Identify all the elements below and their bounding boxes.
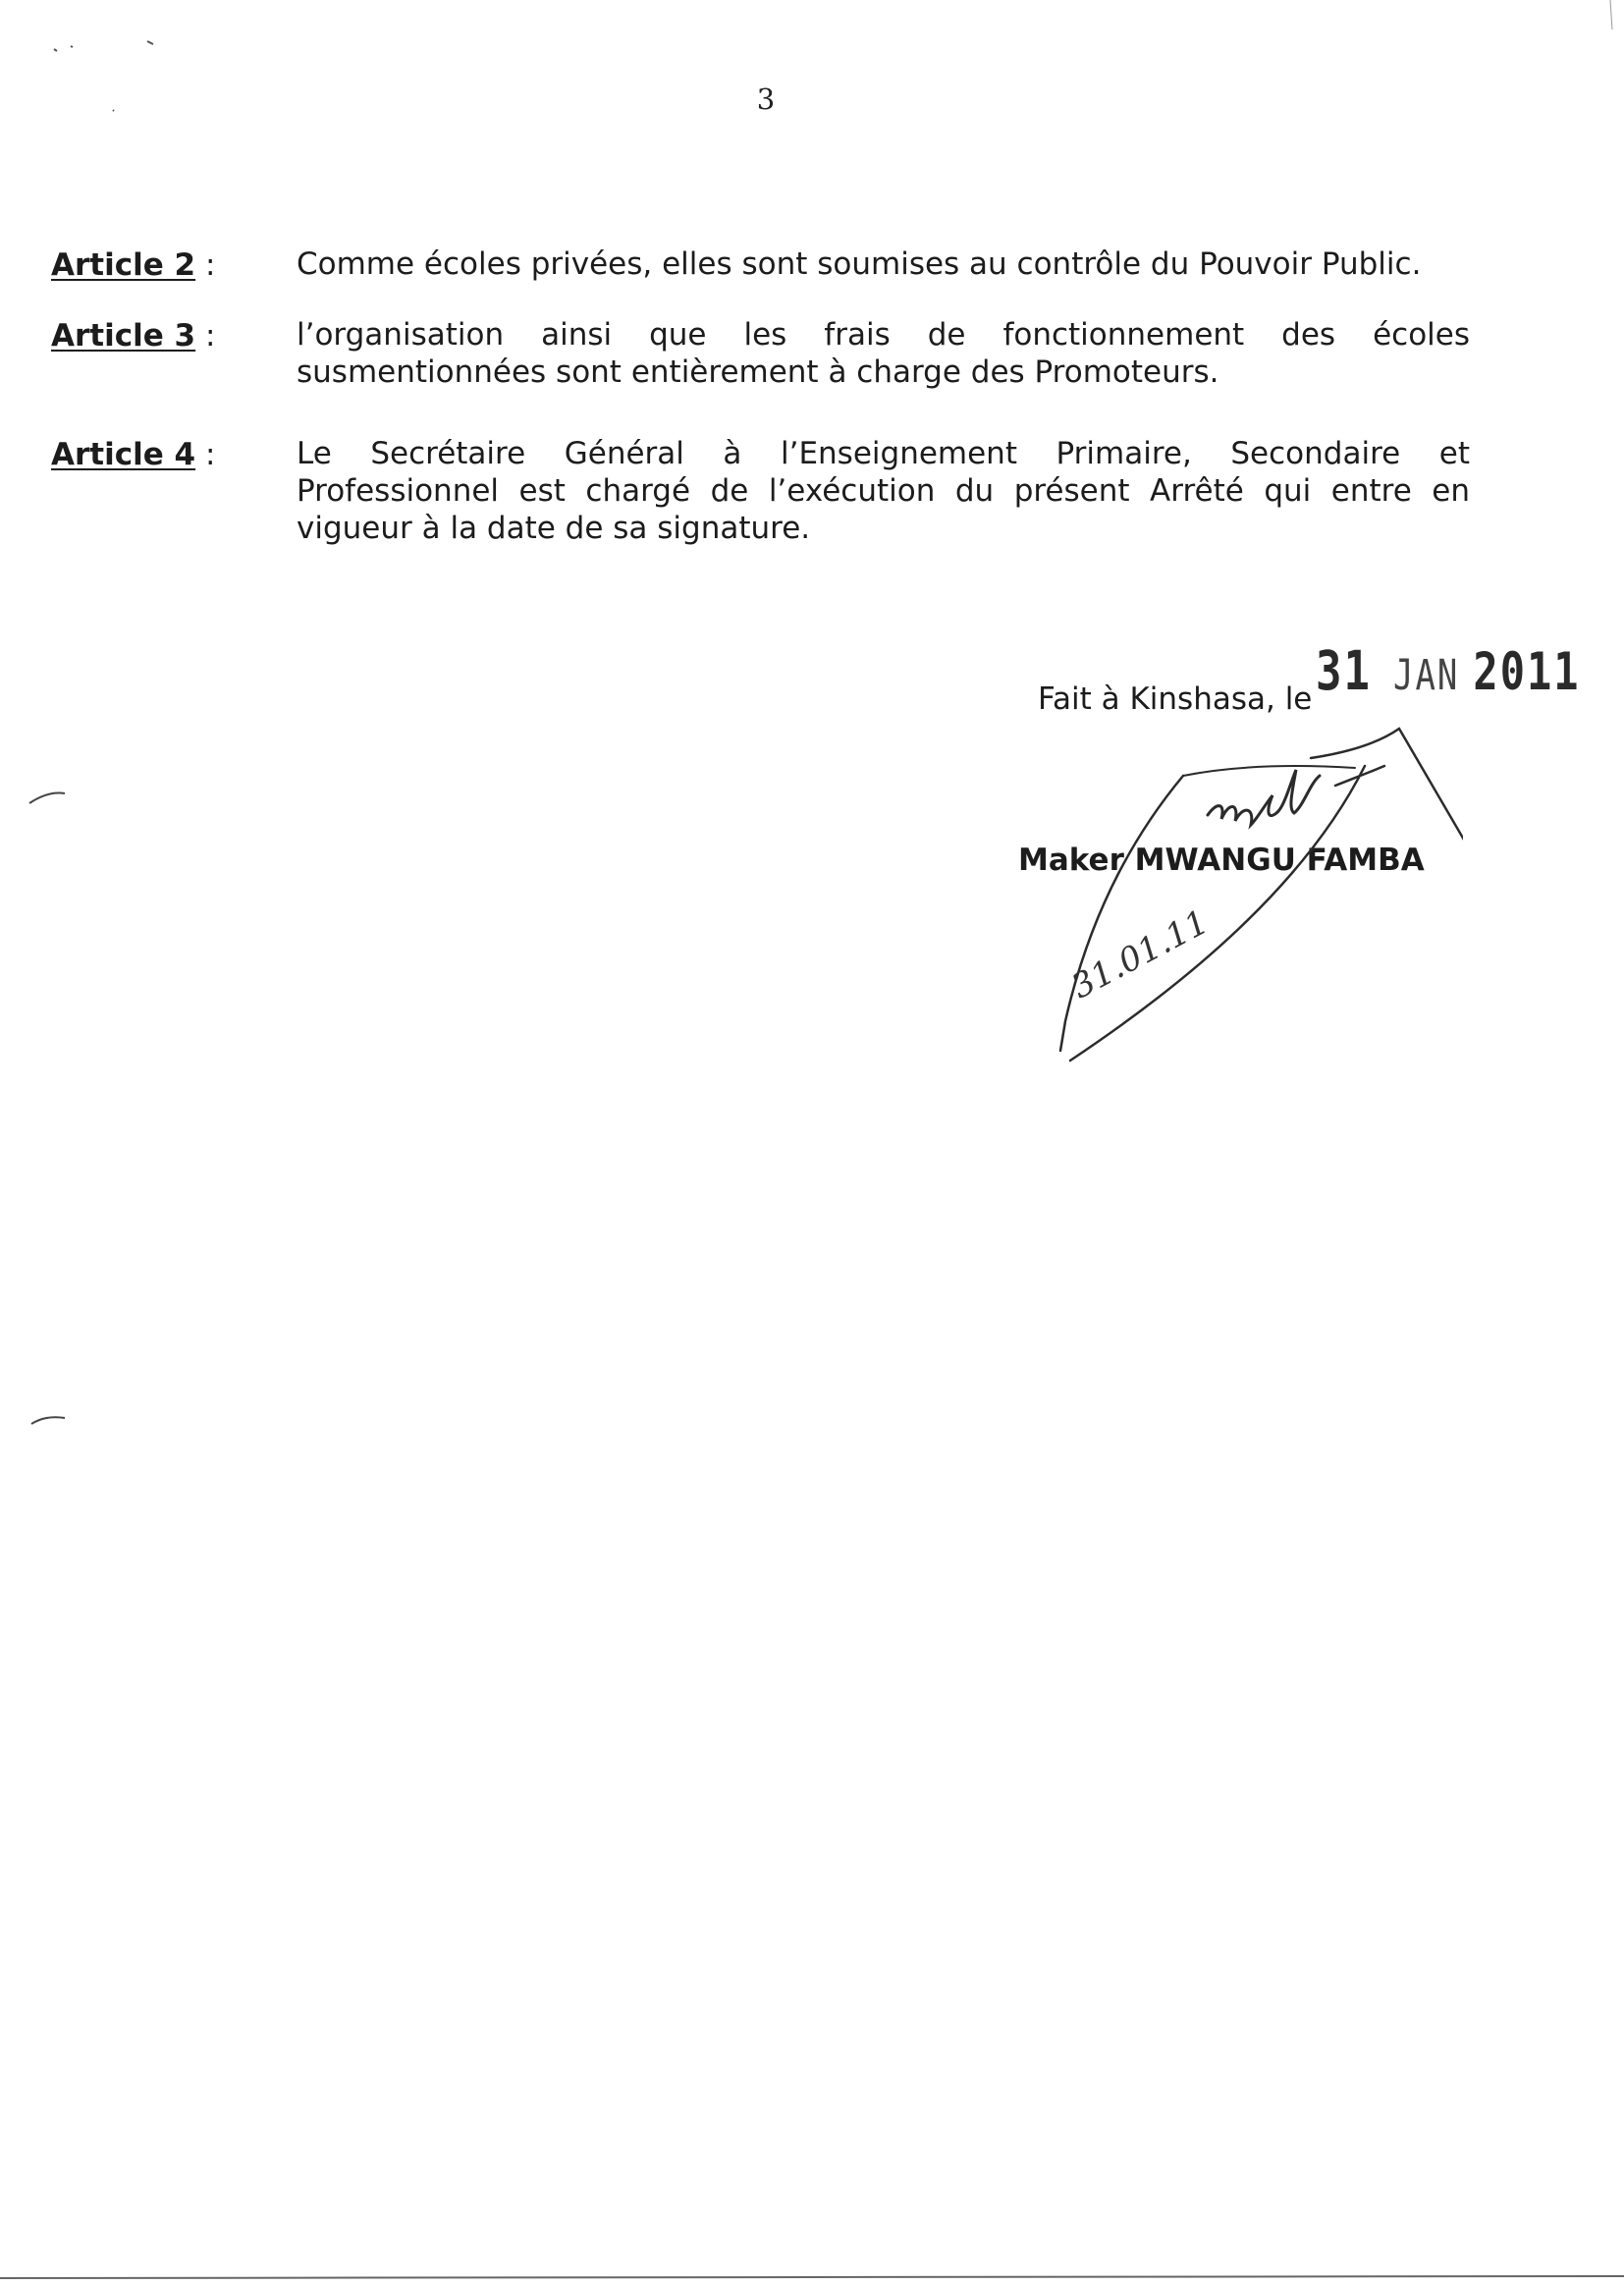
article-4-text: Le Secrétaire Général à l’Enseignement Primaire, Secondaire et Professionnel est chargé de l’exécution du présent Arrêté qui entre en vigueur à la date de sa signature. xyxy=(297,436,1470,546)
article-4-name: Article 4 xyxy=(51,437,196,472)
signature-icon xyxy=(1011,727,1463,1080)
stamp-year: 2011 xyxy=(1473,641,1581,702)
article-2-separator: : xyxy=(195,247,216,283)
article-4-separator: : xyxy=(195,437,216,472)
article-3-separator: : xyxy=(195,318,216,354)
stamp-month: JAN xyxy=(1392,651,1460,701)
article-2-text: Comme écoles privées, elles sont soumises au contrôle du Pouvoir Public. xyxy=(297,246,1422,282)
handwritten-date: 31.01.11 xyxy=(1065,901,1216,1007)
article-3-label xyxy=(51,316,297,355)
article-3-name: Article 3 xyxy=(51,318,196,354)
article-2 xyxy=(51,245,1485,285)
article-3 xyxy=(51,316,1485,391)
article-4-label xyxy=(51,435,297,474)
signatory-name: Maker MWANGU FAMBA xyxy=(1018,843,1425,878)
date-stamp xyxy=(1316,640,1581,703)
article-3-text: l’organisation ainsi que les frais de fonctionnement des écoles susmentionnées sont entièrement à charge des Promoteurs. xyxy=(297,317,1470,390)
place-date: Fait à Kinshasa, le xyxy=(1038,681,1313,717)
article-2-name: Article 2 xyxy=(51,247,196,283)
page-number: 3 xyxy=(756,82,776,116)
stamp-day: 31 xyxy=(1316,640,1372,703)
article-4 xyxy=(51,435,1485,547)
article-2-label xyxy=(51,245,297,285)
